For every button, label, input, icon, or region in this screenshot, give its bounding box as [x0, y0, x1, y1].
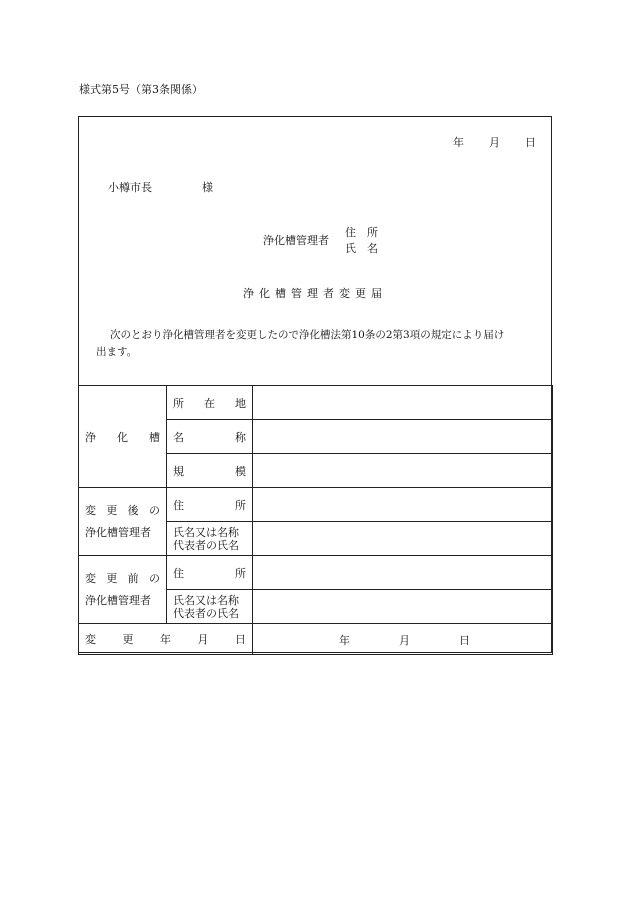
date-month: 月	[489, 136, 500, 149]
after-name-label-cell	[167, 522, 253, 556]
change-date-day: 日	[459, 634, 470, 647]
before-category-line2: 浄化槽管理者	[85, 593, 151, 607]
tank-scale-label-cell	[167, 454, 253, 488]
tank-name-label: 名 称	[173, 430, 246, 444]
tank-name-field[interactable]	[253, 420, 553, 454]
before-name-label-cell	[167, 590, 253, 624]
after-category-line2: 浄化槽管理者	[85, 525, 151, 539]
applicant-address-field[interactable]	[389, 221, 539, 237]
date-year: 年	[453, 136, 464, 149]
change-date-field[interactable]	[253, 624, 553, 655]
form-number: 様式第5号（第3条関係）	[79, 83, 203, 96]
before-name-field[interactable]	[253, 590, 553, 624]
addressee-honorific: 様	[202, 181, 213, 194]
body-text-line1: 次のとおり浄化槽管理者を変更したので浄化槽法第10条の2第3項の規定により届け	[110, 329, 505, 341]
before-name-label-line2: 代表者の氏名	[173, 606, 239, 620]
tank-location-label: 所 在 地	[173, 396, 246, 410]
change-date-label: 変 更 年 月 日	[85, 633, 246, 646]
form-frame	[78, 116, 552, 653]
before-category-cell	[79, 556, 167, 624]
tank-location-field[interactable]	[253, 386, 553, 420]
before-name-label-line1: 氏名又は名称	[173, 593, 239, 607]
date-day: 日	[525, 136, 536, 149]
tank-category-cell	[79, 386, 167, 488]
after-address-label-cell	[167, 488, 253, 522]
tank-location-label-cell	[167, 386, 253, 420]
after-name-label-line1: 氏名又は名称	[173, 525, 239, 539]
before-address-field[interactable]	[253, 556, 553, 590]
form-title: 浄化槽管理者変更届	[243, 287, 387, 300]
addressee-name: 小樽市長	[108, 181, 152, 194]
after-address-label: 住 所	[173, 498, 246, 512]
change-date-year: 年	[339, 634, 350, 647]
before-address-label-cell	[167, 556, 253, 590]
applicant-address-label: 住 所	[345, 226, 378, 239]
change-date-label-cell	[79, 624, 253, 655]
tank-scale-label: 規 模	[173, 464, 246, 478]
tank-category: 浄 化 槽	[85, 430, 160, 444]
after-name-field[interactable]	[253, 522, 553, 556]
tank-scale-field[interactable]	[253, 454, 553, 488]
applicant-name-field[interactable]	[389, 237, 539, 253]
change-date-month: 月	[399, 634, 410, 647]
applicant-role: 浄化槽管理者	[263, 234, 329, 247]
before-address-label: 住 所	[173, 566, 246, 580]
before-category-line1: 変 更 前 の	[85, 571, 160, 585]
applicant-name-label: 氏 名	[345, 242, 378, 255]
body-text-line2: 出ます。	[96, 346, 138, 358]
after-name-label-line2: 代表者の氏名	[173, 538, 239, 552]
detail-table	[78, 385, 553, 655]
after-category-cell	[79, 488, 167, 556]
after-address-field[interactable]	[253, 488, 553, 522]
tank-name-label-cell	[167, 420, 253, 454]
after-category-line1: 変 更 後 の	[85, 503, 160, 517]
